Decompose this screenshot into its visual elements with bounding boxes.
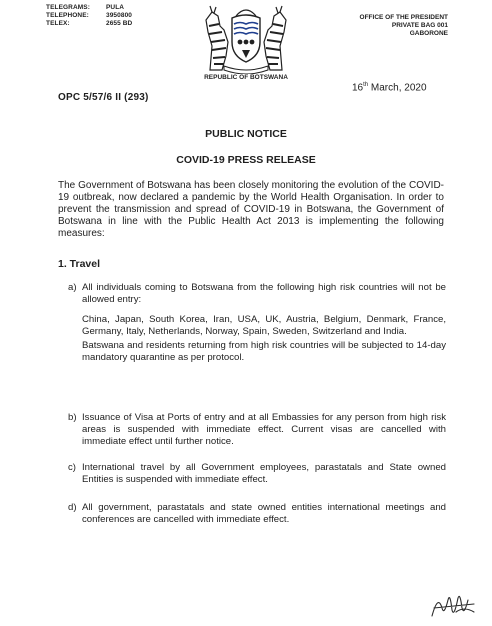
item-label: a): [68, 282, 77, 293]
office-line: OFFICE OF THE PRESIDENT: [359, 14, 448, 21]
list-item: [68, 282, 446, 364]
country-list: China, Japan, South Korea, Iran, USA, UK, Austria, Belgium, Denmark, France, Germany, Italy, Netherlands, Norway, Spain, Sweden, Switzerland and India.: [82, 314, 446, 337]
right-zebra-icon: [264, 6, 286, 70]
list-item: [68, 502, 446, 526]
section-heading: 1. Travel: [58, 258, 101, 270]
contact-telegrams: [46, 4, 132, 12]
notice-subtitle: COVID-19 PRESS RELEASE: [176, 154, 316, 166]
list-item: [68, 462, 446, 486]
contact-label: TELEX:: [46, 20, 70, 27]
botswana-coat-of-arms-icon: [200, 2, 292, 74]
contact-telephone: [46, 12, 132, 20]
item-label: b): [68, 412, 77, 423]
date-suffix: th: [363, 82, 369, 88]
republic-label: REPUBLIC OF BOTSWANA: [204, 74, 288, 81]
shield-icon: [232, 15, 260, 62]
date-day: 16: [352, 82, 364, 94]
intro-paragraph: The Government of Botswana has been closely monitoring the evolution of the COVID-19 outbreak, now declared a pandemic by the World Health Organisation. In order to prevent the transmission and spread of COVID-19 in Botswana, the Government of Botswana in line with the Public Health Act 2013 is implementing the following measures:: [58, 180, 444, 239]
contact-label: TELEGRAMS:: [46, 4, 90, 11]
contact-value: PULA: [106, 4, 125, 11]
reference-number: OPC 5/57/6 II (293): [58, 92, 149, 103]
item-text: All government, parastatals and state owned entities international meetings and conferences are cancelled with immediate effect.: [82, 502, 446, 525]
office-line: GABORONE: [409, 30, 448, 37]
contact-value: 2655 BD: [106, 20, 133, 27]
date-rest: March, 2020: [368, 82, 427, 94]
office-line: PRIVATE BAG 001: [391, 22, 448, 29]
contact-label: TELEPHONE:: [46, 12, 89, 19]
signature-icon: [428, 590, 478, 620]
office-address: [360, 14, 448, 38]
list-item: [68, 412, 446, 448]
item-label: c): [68, 462, 76, 473]
notice-title: PUBLIC NOTICE: [205, 128, 287, 140]
item-text: Issuance of Visa at Ports of entry and at all Embassies for any person from high risk areas is suspended with immediate effect. Current visas are cancelled with immediate effect until further notice.: [82, 412, 446, 447]
item-label: d): [68, 502, 77, 513]
quarantine-note: Batswana and residents returning from high risk countries will be subjected to 14-day mandatory quarantine as per protocol.: [82, 340, 446, 363]
contact-telex: [46, 20, 132, 28]
contact-value: 3950800: [106, 12, 133, 19]
contact-block: [46, 4, 132, 28]
document-date: [352, 82, 427, 93]
item-text: International travel by all Government employees, parastatals and State owned Entities is suspended with immediate effect.: [82, 462, 446, 485]
left-zebra-icon: [206, 6, 228, 70]
item-text: All individuals coming to Botswana from the following high risk countries will not be allowed entry:: [82, 282, 446, 305]
